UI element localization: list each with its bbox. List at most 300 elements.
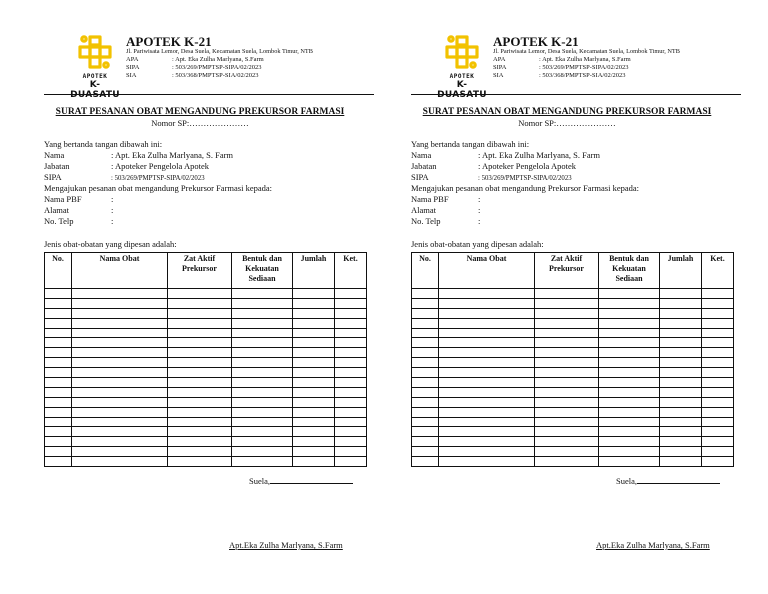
date-blank[interactable] <box>637 474 720 484</box>
column-header-active-ingredient: Zat Aktif Prekursor <box>535 253 599 289</box>
license-value: : Apt. Eka Zulha Marlyana, S.Farm <box>172 56 264 63</box>
column-header-drug-name: Nama Obat <box>72 253 168 289</box>
table-cell[interactable] <box>439 338 535 348</box>
table-cell[interactable] <box>168 397 232 407</box>
table-cell[interactable] <box>439 289 535 299</box>
table-cell[interactable] <box>702 387 734 397</box>
pharmacy-address: Jl. Pariwisata Lemor, Desa Suela, Kecamatan Suela, Lombok Timur, NTB <box>493 48 680 55</box>
table-cell[interactable] <box>412 397 439 407</box>
table-row <box>45 378 367 388</box>
table-cell[interactable] <box>293 447 335 457</box>
table-cell[interactable] <box>168 457 232 467</box>
table-cell[interactable] <box>599 328 660 338</box>
table-cell[interactable] <box>702 318 734 328</box>
column-header-quantity: Jumlah <box>293 253 335 289</box>
table-cell[interactable] <box>412 437 439 447</box>
column-header-quantity: Jumlah <box>660 253 702 289</box>
table-cell[interactable] <box>168 348 232 358</box>
table-cell[interactable] <box>72 437 168 447</box>
license-label: SIPA <box>493 64 507 71</box>
table-cell[interactable] <box>535 328 599 338</box>
table-cell[interactable] <box>660 387 702 397</box>
table-cell[interactable] <box>599 318 660 328</box>
table-cell[interactable] <box>72 289 168 299</box>
table-cell[interactable] <box>232 358 293 368</box>
field-label: Alamat <box>411 205 437 215</box>
table-cell[interactable] <box>535 437 599 447</box>
table-cell[interactable] <box>660 308 702 318</box>
license-label: APA <box>493 56 506 63</box>
pharmacy-name: APOTEK K-21 <box>126 34 212 49</box>
table-cell[interactable] <box>412 298 439 308</box>
license-label: SIA <box>493 72 504 79</box>
table-cell[interactable] <box>702 348 734 358</box>
table-cell[interactable] <box>660 417 702 427</box>
table-cell[interactable] <box>702 447 734 457</box>
order-form-right <box>411 0 741 594</box>
table-cell[interactable] <box>168 298 232 308</box>
table-cell[interactable] <box>660 378 702 388</box>
table-cell[interactable] <box>535 397 599 407</box>
table-cell[interactable] <box>293 348 335 358</box>
table-cell[interactable] <box>702 358 734 368</box>
table-cell[interactable] <box>439 308 535 318</box>
table-row <box>412 457 734 467</box>
table-cell[interactable] <box>45 328 72 338</box>
table-cell[interactable] <box>439 368 535 378</box>
table-cell[interactable] <box>702 427 734 437</box>
table-cell[interactable] <box>412 348 439 358</box>
table-cell[interactable] <box>535 417 599 427</box>
table-cell[interactable] <box>412 378 439 388</box>
license-apa <box>493 56 631 63</box>
table-cell[interactable] <box>702 308 734 318</box>
table-cell[interactable] <box>439 397 535 407</box>
table-cell[interactable] <box>599 407 660 417</box>
table-cell[interactable] <box>45 378 72 388</box>
list-intro: Jenis obat-obatan yang dipesan adalah: <box>411 239 544 249</box>
table-cell[interactable] <box>168 368 232 378</box>
table-cell[interactable] <box>72 397 168 407</box>
table-cell[interactable] <box>660 368 702 378</box>
table-cell[interactable] <box>232 318 293 328</box>
table-cell[interactable] <box>660 427 702 437</box>
table-cell[interactable] <box>535 407 599 417</box>
license-value: : 503/368/PMPTSP-SIA/02/2023 <box>172 72 259 79</box>
table-cell[interactable] <box>702 397 734 407</box>
table-cell[interactable] <box>45 407 72 417</box>
table-cell[interactable] <box>335 358 367 368</box>
table-cell[interactable] <box>168 447 232 457</box>
table-row <box>45 308 367 318</box>
table-row <box>412 427 734 437</box>
table-cell[interactable] <box>335 397 367 407</box>
column-header-drug-name: Nama Obat <box>439 253 535 289</box>
license-sipa <box>493 64 629 71</box>
table-cell[interactable] <box>168 308 232 318</box>
table-row <box>412 289 734 299</box>
table-cell[interactable] <box>45 348 72 358</box>
table-cell[interactable] <box>232 308 293 318</box>
table-cell[interactable] <box>72 378 168 388</box>
table-cell[interactable] <box>72 298 168 308</box>
signatory-name <box>44 150 233 160</box>
table-row <box>412 308 734 318</box>
place-date-line <box>249 474 353 486</box>
table-cell[interactable] <box>535 308 599 318</box>
license-sia <box>126 72 259 79</box>
table-cell[interactable] <box>293 298 335 308</box>
table-cell[interactable] <box>293 417 335 427</box>
table-cell[interactable] <box>439 417 535 427</box>
table-row <box>45 358 367 368</box>
table-cell[interactable] <box>293 308 335 318</box>
table-cell[interactable] <box>45 289 72 299</box>
table-row <box>412 447 734 457</box>
table-cell[interactable] <box>535 289 599 299</box>
table-cell[interactable] <box>439 437 535 447</box>
field-label: Nama PBF <box>44 194 82 204</box>
date-blank[interactable] <box>270 474 353 484</box>
table-cell[interactable] <box>535 298 599 308</box>
table-cell[interactable] <box>439 328 535 338</box>
logo-apotek-text: APOTEK <box>449 73 475 80</box>
table-cell[interactable] <box>232 298 293 308</box>
logo-brand-text: K-DUASATU <box>70 80 120 100</box>
table-cell[interactable] <box>45 437 72 447</box>
order-items-table <box>44 252 367 467</box>
table-cell[interactable] <box>412 338 439 348</box>
table-cell[interactable] <box>45 368 72 378</box>
table-cell[interactable] <box>72 427 168 437</box>
header-divider <box>411 94 741 95</box>
table-cell[interactable] <box>45 338 72 348</box>
license-label: SIPA <box>126 64 140 71</box>
table-cell[interactable] <box>535 378 599 388</box>
table-cell[interactable] <box>335 368 367 378</box>
table-cell[interactable] <box>293 368 335 378</box>
table-cell[interactable] <box>335 457 367 467</box>
table-cell[interactable] <box>439 407 535 417</box>
table-row <box>45 417 367 427</box>
table-cell[interactable] <box>599 387 660 397</box>
table-cell[interactable] <box>72 308 168 318</box>
table-cell[interactable] <box>232 368 293 378</box>
field-value: : <box>111 205 114 215</box>
table-cell[interactable] <box>335 318 367 328</box>
table-cell[interactable] <box>599 437 660 447</box>
table-cell[interactable] <box>660 457 702 467</box>
table-cell[interactable] <box>412 328 439 338</box>
table-cell[interactable] <box>293 328 335 338</box>
table-cell[interactable] <box>168 378 232 388</box>
table-cell[interactable] <box>599 298 660 308</box>
table-cell[interactable] <box>702 368 734 378</box>
table-cell[interactable] <box>660 328 702 338</box>
table-cell[interactable] <box>293 437 335 447</box>
table-cell[interactable] <box>45 358 72 368</box>
table-cell[interactable] <box>412 407 439 417</box>
table-cell[interactable] <box>293 457 335 467</box>
table-row <box>412 368 734 378</box>
table-row <box>45 437 367 447</box>
supplier-phone <box>411 216 480 226</box>
signatory-sipa <box>411 172 572 182</box>
field-label: SIPA <box>411 172 429 182</box>
table-cell[interactable] <box>702 457 734 467</box>
table-cell[interactable] <box>702 378 734 388</box>
table-cell[interactable] <box>335 308 367 318</box>
table-cell[interactable] <box>599 358 660 368</box>
table-cell[interactable] <box>168 358 232 368</box>
field-value: : Apoteker Pengelola Apotek <box>111 161 209 171</box>
table-cell[interactable] <box>232 338 293 348</box>
table-cell[interactable] <box>232 417 293 427</box>
table-cell[interactable] <box>45 387 72 397</box>
place-name: Suela, <box>616 476 638 486</box>
table-cell[interactable] <box>702 417 734 427</box>
table-cell[interactable] <box>335 427 367 437</box>
table-cell[interactable] <box>412 368 439 378</box>
table-cell[interactable] <box>168 338 232 348</box>
request-text: Mengajukan pesanan obat mengandung Prekursor Farmasi kepada: <box>411 183 640 193</box>
supplier-address <box>411 205 480 215</box>
table-cell[interactable] <box>335 378 367 388</box>
field-value: : 503/269/PMPTSP-SIPA/02/2023 <box>478 175 572 182</box>
order-items-table <box>411 252 734 467</box>
table-cell[interactable] <box>335 338 367 348</box>
table-cell[interactable] <box>535 447 599 457</box>
table-cell[interactable] <box>232 397 293 407</box>
license-value: : 503/368/PMPTSP-SIA/02/2023 <box>539 72 626 79</box>
table-cell[interactable] <box>293 407 335 417</box>
supplier-name <box>44 194 113 204</box>
table-cell[interactable] <box>412 387 439 397</box>
table-cell[interactable] <box>599 378 660 388</box>
table-cell[interactable] <box>72 338 168 348</box>
table-cell[interactable] <box>412 289 439 299</box>
table-cell[interactable] <box>412 358 439 368</box>
table-cell[interactable] <box>72 457 168 467</box>
table-cell[interactable] <box>335 387 367 397</box>
table-row <box>45 387 367 397</box>
table-cell[interactable] <box>535 348 599 358</box>
table-row <box>412 328 734 338</box>
puzzle-cross-icon <box>445 35 479 71</box>
table-cell[interactable] <box>232 289 293 299</box>
table-cell[interactable] <box>72 358 168 368</box>
table-cell[interactable] <box>293 427 335 437</box>
table-cell[interactable] <box>45 308 72 318</box>
table-cell[interactable] <box>660 318 702 328</box>
logo-brand-text: K-DUASATU <box>437 80 487 100</box>
table-cell[interactable] <box>232 387 293 397</box>
table-cell[interactable] <box>45 417 72 427</box>
table-cell[interactable] <box>439 447 535 457</box>
field-label: Nama PBF <box>411 194 449 204</box>
table-cell[interactable] <box>599 427 660 437</box>
table-cell[interactable] <box>599 308 660 318</box>
table-cell[interactable] <box>660 289 702 299</box>
field-label: Jabatan <box>411 161 437 171</box>
table-row <box>412 437 734 447</box>
table-cell[interactable] <box>412 318 439 328</box>
table-cell[interactable] <box>72 407 168 417</box>
table-cell[interactable] <box>232 407 293 417</box>
table-cell[interactable] <box>45 318 72 328</box>
table-cell[interactable] <box>335 407 367 417</box>
table-cell[interactable] <box>660 407 702 417</box>
table-cell[interactable] <box>335 298 367 308</box>
table-cell[interactable] <box>72 368 168 378</box>
field-label: SIPA <box>44 172 62 182</box>
table-row <box>412 387 734 397</box>
table-cell[interactable] <box>45 397 72 407</box>
field-value: : <box>478 216 481 226</box>
table-cell[interactable] <box>439 378 535 388</box>
table-cell[interactable] <box>412 427 439 437</box>
pharmacy-logo <box>437 35 487 100</box>
table-row <box>412 397 734 407</box>
table-cell[interactable] <box>412 417 439 427</box>
table-cell[interactable] <box>293 289 335 299</box>
signatory-name <box>411 150 600 160</box>
table-row <box>412 417 734 427</box>
table-cell[interactable] <box>232 328 293 338</box>
table-cell[interactable] <box>45 457 72 467</box>
table-cell[interactable] <box>293 387 335 397</box>
table-cell[interactable] <box>599 289 660 299</box>
pharmacy-logo <box>70 35 120 100</box>
table-cell[interactable] <box>660 447 702 457</box>
table-cell[interactable] <box>335 328 367 338</box>
table-cell[interactable] <box>335 447 367 457</box>
table-cell[interactable] <box>72 348 168 358</box>
request-text: Mengajukan pesanan obat mengandung Prekursor Farmasi kepada: <box>44 183 273 193</box>
table-cell[interactable] <box>293 338 335 348</box>
table-cell[interactable] <box>535 387 599 397</box>
table-cell[interactable] <box>335 348 367 358</box>
column-header-dosage-form: Bentuk dan Kekuatan Sediaan <box>232 253 293 289</box>
table-cell[interactable] <box>72 318 168 328</box>
table-cell[interactable] <box>293 358 335 368</box>
table-cell[interactable] <box>660 397 702 407</box>
table-cell[interactable] <box>45 447 72 457</box>
table-cell[interactable] <box>168 289 232 299</box>
table-header-row <box>45 253 367 289</box>
table-cell[interactable] <box>168 417 232 427</box>
header-divider <box>44 94 374 95</box>
table-cell[interactable] <box>702 289 734 299</box>
table-cell[interactable] <box>412 457 439 467</box>
license-value: : 503/269/PMPTSP-SIPA/02/2023 <box>539 64 629 71</box>
table-row <box>412 378 734 388</box>
signer-name: Apt.Eka Zulha Marlyana, S.Farm <box>596 540 710 550</box>
table-cell[interactable] <box>335 437 367 447</box>
table-cell[interactable] <box>72 447 168 457</box>
table-cell[interactable] <box>439 358 535 368</box>
table-cell[interactable] <box>168 427 232 437</box>
table-cell[interactable] <box>439 348 535 358</box>
table-cell[interactable] <box>439 318 535 328</box>
field-label: Jabatan <box>44 161 70 171</box>
table-cell[interactable] <box>293 397 335 407</box>
table-cell[interactable] <box>660 298 702 308</box>
column-header-no: No. <box>412 253 439 289</box>
table-row <box>45 427 367 437</box>
table-cell[interactable] <box>232 427 293 437</box>
table-cell[interactable] <box>702 298 734 308</box>
table-cell[interactable] <box>599 417 660 427</box>
table-row <box>45 457 367 467</box>
table-cell[interactable] <box>232 457 293 467</box>
field-value: : Apoteker Pengelola Apotek <box>478 161 576 171</box>
table-cell[interactable] <box>660 338 702 348</box>
table-cell[interactable] <box>168 328 232 338</box>
table-cell[interactable] <box>72 417 168 427</box>
table-cell[interactable] <box>702 437 734 447</box>
supplier-phone <box>44 216 113 226</box>
table-cell[interactable] <box>535 338 599 348</box>
table-cell[interactable] <box>168 437 232 447</box>
table-cell[interactable] <box>660 437 702 447</box>
table-cell[interactable] <box>660 348 702 358</box>
table-cell[interactable] <box>599 457 660 467</box>
table-cell[interactable] <box>660 358 702 368</box>
table-cell[interactable] <box>702 338 734 348</box>
table-cell[interactable] <box>439 298 535 308</box>
field-value: : Apt. Eka Zulha Marlyana, S. Farm <box>111 150 234 160</box>
table-cell[interactable] <box>599 397 660 407</box>
table-cell[interactable] <box>293 318 335 328</box>
table-cell[interactable] <box>72 328 168 338</box>
license-label: APA <box>126 56 139 63</box>
table-cell[interactable] <box>599 368 660 378</box>
table-cell[interactable] <box>535 368 599 378</box>
table-cell[interactable] <box>702 407 734 417</box>
table-cell[interactable] <box>232 378 293 388</box>
table-cell[interactable] <box>412 447 439 457</box>
table-cell[interactable] <box>72 387 168 397</box>
table-cell[interactable] <box>412 308 439 318</box>
table-cell[interactable] <box>439 387 535 397</box>
table-cell[interactable] <box>168 318 232 328</box>
table-cell[interactable] <box>535 457 599 467</box>
table-cell[interactable] <box>232 447 293 457</box>
table-cell[interactable] <box>535 427 599 437</box>
table-cell[interactable] <box>439 457 535 467</box>
table-cell[interactable] <box>293 378 335 388</box>
table-cell[interactable] <box>232 437 293 447</box>
table-cell[interactable] <box>599 338 660 348</box>
table-cell[interactable] <box>439 427 535 437</box>
table-cell[interactable] <box>599 348 660 358</box>
table-cell[interactable] <box>702 328 734 338</box>
table-cell[interactable] <box>335 289 367 299</box>
table-cell[interactable] <box>168 407 232 417</box>
table-cell[interactable] <box>168 387 232 397</box>
table-cell[interactable] <box>335 417 367 427</box>
table-cell[interactable] <box>599 447 660 457</box>
table-cell[interactable] <box>232 348 293 358</box>
supplier-name <box>411 194 480 204</box>
table-cell[interactable] <box>535 358 599 368</box>
table-cell[interactable] <box>45 298 72 308</box>
table-row <box>412 407 734 417</box>
table-cell[interactable] <box>535 318 599 328</box>
table-row <box>45 447 367 457</box>
table-cell[interactable] <box>45 427 72 437</box>
